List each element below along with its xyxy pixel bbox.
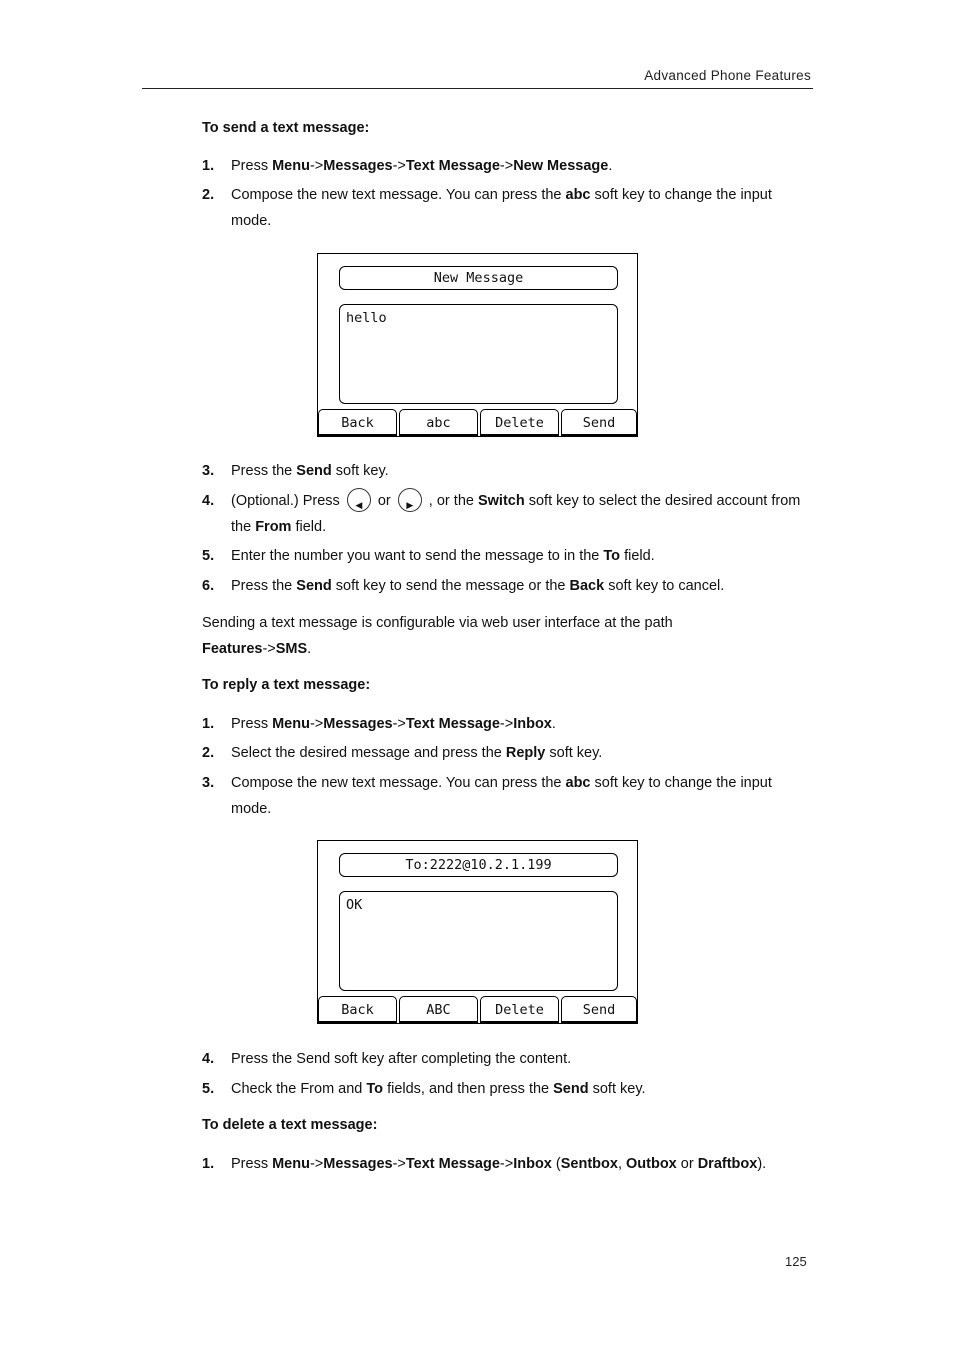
softkey-bar	[318, 410, 637, 436]
menu-path-separator: ->	[392, 1156, 406, 1172]
menu-path-separator: ->	[309, 716, 324, 732]
right-arrow-key-icon: ▶	[398, 488, 422, 512]
reply-heading: To reply a text message:	[202, 677, 371, 693]
menu-path-separator: ->	[499, 716, 514, 732]
menu-path-separator: or	[676, 1156, 698, 1172]
menu-path-item: Inbox	[513, 1156, 552, 1172]
screen-title: New Message	[339, 266, 618, 290]
softkey-bar	[318, 997, 637, 1023]
path-container: Press Menu->Messages->Text Message->New Message.	[231, 158, 613, 174]
message-text: hello	[346, 310, 387, 326]
menu-path-item: Text Message	[405, 158, 500, 174]
menu-path-item: Menu	[272, 716, 310, 732]
menu-path-separator: (	[551, 1156, 561, 1172]
menu-path-item: Messages	[323, 1156, 393, 1172]
delete-heading: To delete a text message:	[202, 1117, 378, 1133]
send-softkey[interactable]: Send	[561, 409, 637, 436]
sms-config-note: Sending a text message is configurable via web user interface at the path Features->SMS.	[202, 615, 673, 657]
abc-softkey[interactable]: ABC	[399, 996, 478, 1023]
send-softkey[interactable]: Send	[561, 996, 637, 1023]
header-title: Advanced Phone Features	[644, 68, 811, 83]
menu-path-separator: ->	[309, 158, 324, 174]
path-container: Press Menu->Messages->Text Message->Inbox (Sentbox, Outbox or Draftbox).	[231, 1156, 767, 1172]
menu-path-separator: .	[608, 158, 613, 174]
menu-path-separator: ->	[499, 158, 514, 174]
menu-path-separator: ->	[499, 1156, 514, 1172]
menu-path-separator: .	[551, 716, 556, 732]
delete-softkey[interactable]: Delete	[480, 409, 559, 436]
page-number: 125	[785, 1254, 807, 1269]
back-softkey[interactable]: Back	[318, 409, 397, 436]
page-header	[142, 66, 813, 89]
abc-softkey[interactable]: abc	[399, 409, 478, 436]
path-container: Press Menu->Messages->Text Message->Inbox.	[231, 716, 556, 732]
phone-screen-reply	[317, 840, 638, 1024]
screen-title: To:2222@10.2.1.199	[339, 853, 618, 877]
menu-path-item: Messages	[323, 158, 393, 174]
left-arrow-key-icon: ◀	[347, 488, 371, 512]
message-text: OK	[346, 897, 363, 913]
menu-path-separator: ->	[392, 158, 406, 174]
menu-path-separator: ->	[392, 716, 406, 732]
menu-path-item: Menu	[272, 158, 310, 174]
menu-path-item: Outbox	[626, 1156, 677, 1172]
menu-path-item: Sentbox	[560, 1156, 618, 1172]
menu-path-item: Messages	[323, 716, 393, 732]
menu-path-separator: ).	[757, 1156, 767, 1172]
menu-path-item: New Message	[513, 158, 609, 174]
menu-path-item: Text Message	[405, 1156, 500, 1172]
back-softkey[interactable]: Back	[318, 996, 397, 1023]
menu-path-separator: ,	[617, 1156, 626, 1172]
delete-softkey[interactable]: Delete	[480, 996, 559, 1023]
message-input[interactable]	[339, 891, 618, 991]
menu-path-item: Inbox	[513, 716, 552, 732]
menu-path-item: Text Message	[405, 716, 500, 732]
menu-path-item: Draftbox	[697, 1156, 758, 1172]
menu-path-separator: ->	[309, 1156, 324, 1172]
menu-path-item: Menu	[272, 1156, 310, 1172]
send-heading: To send a text message:	[202, 120, 370, 136]
message-input[interactable]	[339, 304, 618, 404]
phone-screen-new-message	[317, 253, 638, 437]
